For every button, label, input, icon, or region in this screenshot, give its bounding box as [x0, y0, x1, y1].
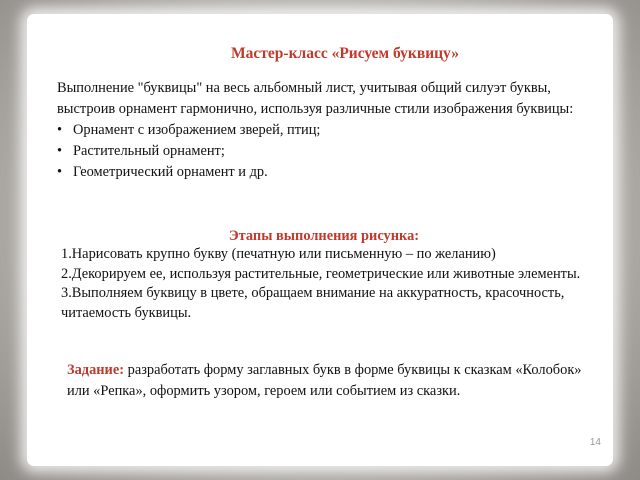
list-item-text: Орнамент с изображением зверей, птиц; [73, 122, 321, 138]
list-item-text: Геометрический орнамент и др. [73, 164, 268, 180]
task-text: разработать форму заглавных букв в форме буквицы к сказкам «Колобок» или «Репка», оформить узором, героем или событием из сказки. [67, 362, 582, 399]
list-item [57, 120, 577, 141]
list-item [57, 141, 577, 162]
intro-block [57, 78, 577, 183]
stages-heading: Этапы выполнения рисунка: [228, 228, 420, 244]
slide [27, 14, 613, 466]
bullet-icon: • [57, 122, 63, 138]
list-item-text: Растительный орнамент; [73, 143, 225, 159]
bullet-icon: • [57, 143, 63, 159]
stage-item: 3.Выполняем буквицу в цвете, обращаем внимание на аккуратность, красочность, читаемость буквицы. [61, 285, 565, 321]
page-number: 14 [589, 437, 601, 448]
stages-list [61, 245, 581, 323]
style-list [57, 120, 577, 183]
list-item [57, 162, 577, 183]
stage-item: 2.Декорируем ее, используя растительные, геометрические или животные элементы. [61, 265, 581, 282]
slide-title: Мастер-класс «Рисуем буквицу» [231, 45, 459, 62]
intro-text: Выполнение "буквицы" на весь альбомный лист, учитывая общий силуэт буквы, выстроив орнамент гармонично, используя различные стили изображения буквицы: [57, 80, 574, 117]
stage-item: 1.Нарисовать крупно букву (печатную или письменную – по желанию) [61, 246, 496, 262]
bullet-icon: • [57, 164, 63, 180]
task-label: Задание: [67, 362, 125, 378]
task-block [67, 360, 597, 402]
